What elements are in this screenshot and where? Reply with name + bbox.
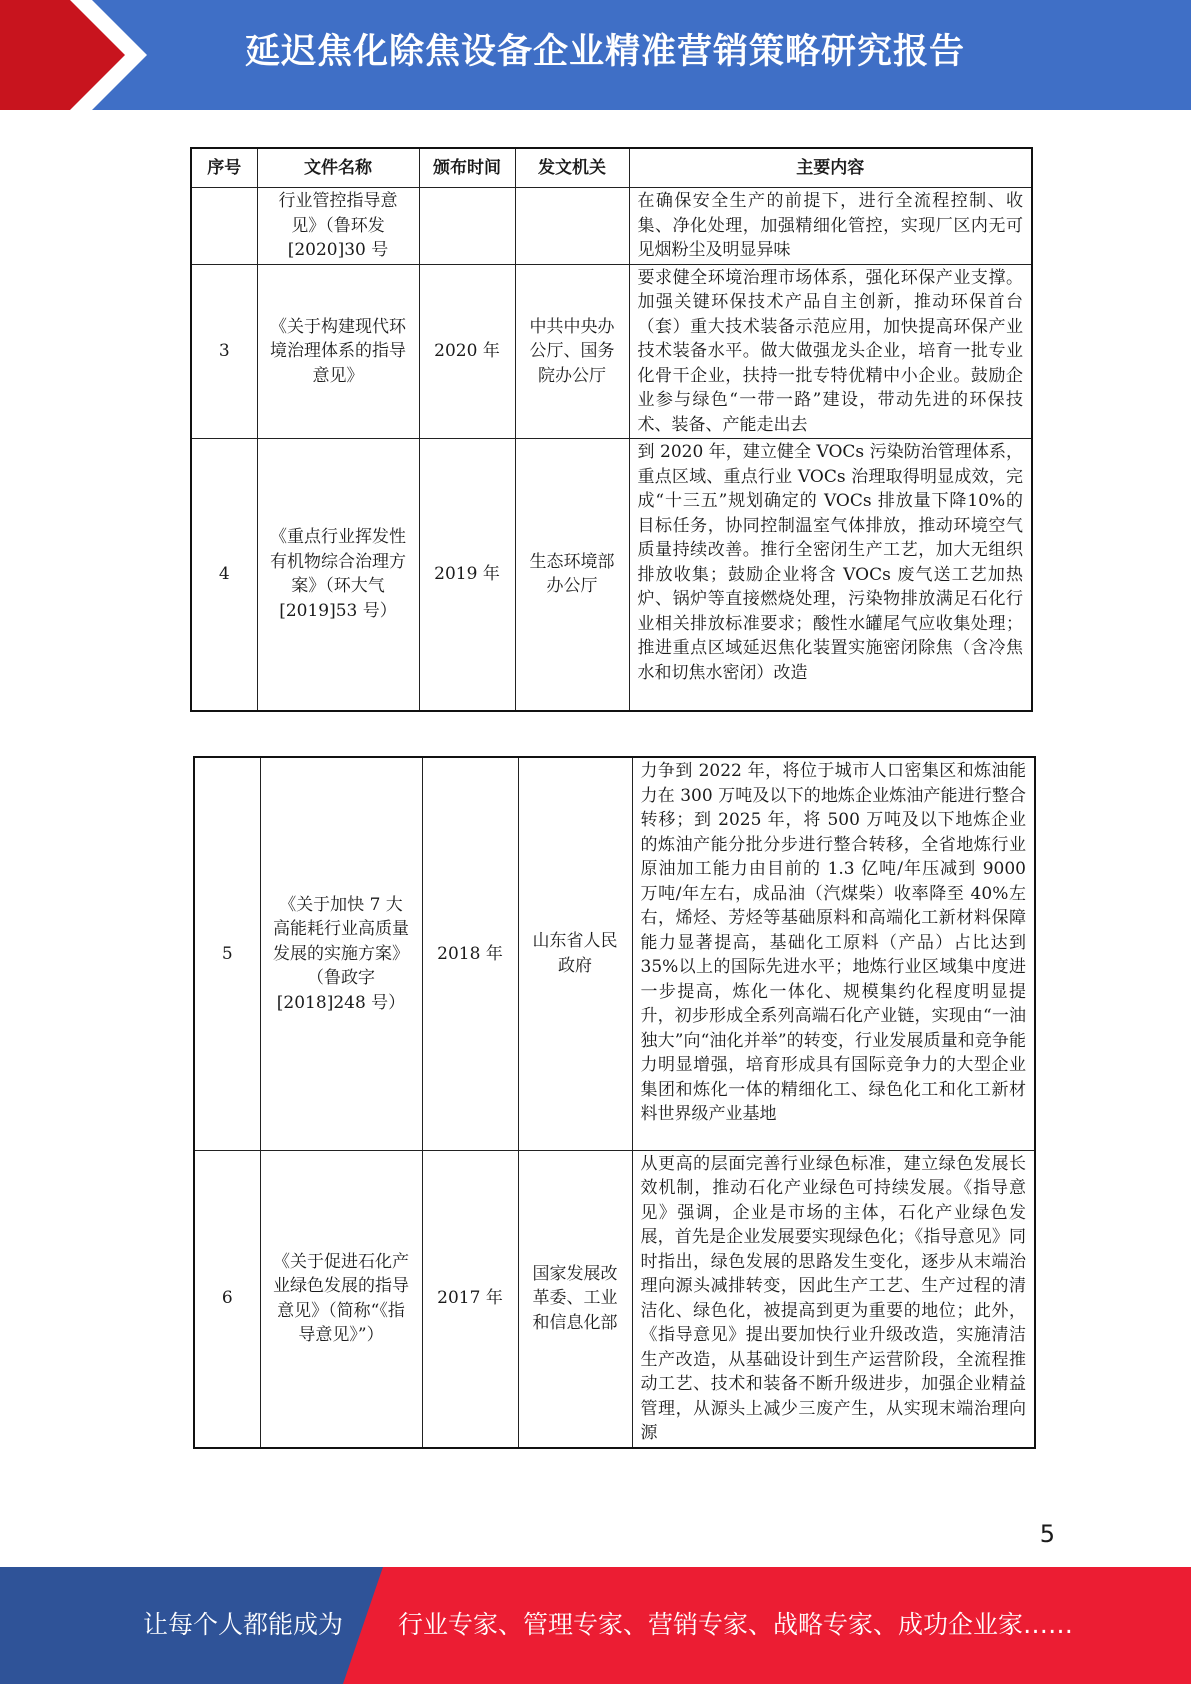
column-header-no: 序号	[191, 148, 257, 188]
row-year: 2017 年	[422, 1150, 518, 1448]
policy-table-top	[190, 147, 1033, 712]
row-no: 6	[194, 1150, 260, 1448]
report-title: 延迟焦化除焦设备企业精准营销策略研究报告	[245, 32, 966, 72]
row-agency: 中共中央办公厅、国务院办公厅	[515, 264, 629, 439]
table-row	[191, 264, 1032, 439]
row-name: 《关于促进石化产业绿色发展的指导意见》（简称“《指导意见》”）	[260, 1150, 422, 1448]
table-row	[191, 188, 1032, 265]
table-header-row	[191, 148, 1032, 188]
row-no	[191, 188, 257, 265]
row-content: 到 2020 年，建立健全 VOCs 污染防治管理体系，重点区域、重点行业 VOCs 治理取得明显成效，完成“十三五”规划确定的 VOCs 排放量下降10%的目标任务，协同控制温室气体排放，推动环境空气质量持续改善。推行全密闭生产工艺，加大无组织排放收集；鼓励企业将含 VOCs 废气送工艺加热炉、锅炉等直接燃烧处理，污染物排放满足石化行业相关排放标准要求；酸性水罐尾气应收集处理；推进重点区域延迟焦化装置实施密闭除焦（含冷焦水和切焦水密闭）改造	[629, 439, 1032, 711]
row-agency: 国家发展改革委、工业和信息化部	[518, 1150, 632, 1448]
row-content: 力争到 2022 年，将位于城市人口密集区和炼油能力在 300 万吨及以下的地炼企业炼油产能进行整合转移；到 2025 年，将 500 万吨及以下地炼企业的炼油产能分批分步进行整合转移，全省地炼行业原油加工能力由目前的 1.3 亿吨/年压减到 9000 万吨/年左右，成品油（汽煤柴）收率降至 40%左右，烯烃、芳烃等基础原料和高端化工新材料保障能力显著提高，基础化工原料（产品）占比达到 35%以上的国际先进水平；地炼行业区域集中度进一步提高，炼化一体化、规模集约化程度明显提升，初步形成全系列高端石化产业链，实现由“一油独大”向“油化并举”的转变，行业发展质量和竞争能力明显增强，培育形成具有国际竞争力的大型企业集团和炼化一体的精细化工、绿色化工和化工新材料世界级产业基地	[632, 757, 1035, 1150]
page-footer	[0, 1567, 1191, 1684]
row-no: 5	[194, 757, 260, 1150]
row-no: 4	[191, 439, 257, 711]
footer-slogan-left: 让每个人都能成为	[143, 1610, 344, 1639]
row-year: 2020 年	[419, 264, 515, 439]
row-name: 行业管控指导意见》（鲁环发[2020]30 号	[257, 188, 419, 265]
table-row	[194, 1150, 1035, 1448]
column-header-year: 颁布时间	[419, 148, 515, 188]
red-chevron-icon	[0, 0, 150, 110]
column-header-agency: 发文机关	[515, 148, 629, 188]
row-content: 在确保安全生产的前提下，进行全流程控制、收集、净化处理，加强精细化管控，实现厂区内无可见烟粉尘及明显异味	[629, 188, 1032, 265]
row-content: 要求健全环境治理市场体系，强化环保产业支撑。加强关键环保技术产品自主创新，推动环保首台（套）重大技术装备示范应用，加快提高环保产业技术装备水平。做大做强龙头企业，培育一批专业化骨干企业，扶持一批专特优精中小企业。鼓励企业参与绿色“一带一路”建设，带动先进的环保技术、装备、产能走出去	[629, 264, 1032, 439]
row-agency: 山东省人民政府	[518, 757, 632, 1150]
page-number: 5	[1039, 1520, 1055, 1548]
footer-slogan-right: 行业专家、管理专家、营销专家、战略专家、成功企业家……	[398, 1610, 1074, 1639]
policy-table-bottom	[193, 756, 1036, 1449]
column-header-content: 主要内容	[629, 148, 1032, 188]
row-name: 《关于加快 7 大高能耗行业高质量发展的实施方案》（鲁政字[2018]248 号）	[260, 757, 422, 1150]
column-header-name: 文件名称	[257, 148, 419, 188]
row-name: 《重点行业挥发性有机物综合治理方案》（环大气[2019]53 号）	[257, 439, 419, 711]
page-header	[0, 0, 1191, 110]
table-row	[194, 757, 1035, 1150]
table-row	[191, 439, 1032, 711]
row-year: 2019 年	[419, 439, 515, 711]
row-agency: 生态环境部办公厅	[515, 439, 629, 711]
row-content: 从更高的层面完善行业绿色标准，建立绿色发展长效机制，推动石化产业绿色可持续发展。《指导意见》强调，企业是市场的主体，石化产业绿色发展，首先是企业发展要实现绿色化；《指导意见》同时指出，绿色发展的思路发生变化，逐步从末端治理向源头减排转变，因此生产工艺、生产过程的清洁化、绿色化，被提高到更为重要的地位；此外，《指导意见》提出要加快行业升级改造，实施清洁生产改造，从基础设计到生产运营阶段，全流程推动工艺、技术和装备不断升级进步，加强企业精益管理，从源头上减少三废产生，从实现末端治理向源	[632, 1150, 1035, 1448]
row-year	[419, 188, 515, 265]
row-no: 3	[191, 264, 257, 439]
row-agency	[515, 188, 629, 265]
row-year: 2018 年	[422, 757, 518, 1150]
row-name: 《关于构建现代环境治理体系的指导意见》	[257, 264, 419, 439]
